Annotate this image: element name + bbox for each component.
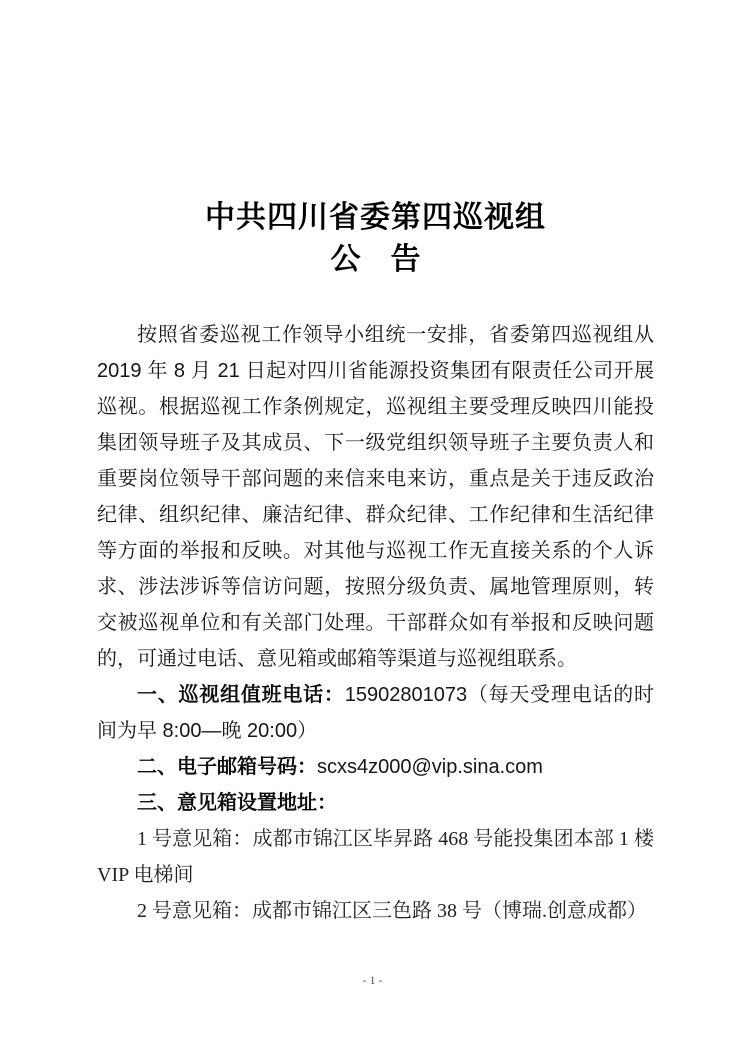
address-line-2: 2 号意见箱：成都市锦江区三色路 38 号（博瑞.创意成都） — [137, 900, 647, 922]
address-line-1: 1 号意见箱：成都市锦江区毕昇路 468 号能投集团本部 1 楼 VIP 电梯间 — [97, 828, 654, 886]
item-mailbox-heading-label: 三、意见箱设置地址： — [137, 792, 337, 814]
item-mailbox-heading — [97, 785, 654, 821]
item-email — [97, 749, 654, 785]
item-email-value: scxs4z000@vip.sina.com — [317, 756, 543, 778]
item-phone — [97, 677, 654, 749]
document-title: 中共四川省委第四巡视组 — [205, 201, 546, 234]
document-subtitle: 公 告 — [330, 243, 421, 276]
item-phone-value: 15902801073（每天受理电话的时间为早 8:00—晚 20:00） — [97, 684, 655, 742]
body-paragraph: 按照省委巡视工作领导小组统一安排，省委第四巡视组从 2019 年 8 月 21 日起对四川省能源投资集团有限责任公司开展巡视。根据巡视工作条例规定，巡视组主要受理反映四川能投集团领导班子及其成员、下一级党组织领导班子主要负责人和重要岗位领导干部问题的来信来电来访，重点是关于违反政治纪律、组织纪律、廉洁纪律、群众纪律、工作纪律和生活纪律等方面的举报和反映。对其他与巡视工作无直接关系的个人诉求、涉法涉诉等信访问题，按照分级负责、属地管理原则，转交被巡视单位和有关部门处理。干部群众如有举报和反映问题的，可通过电话、意见箱或邮箱等渠道与巡视组联系。 — [97, 324, 654, 670]
page-number: - 1 - — [362, 973, 383, 987]
item-email-label: 二、电子邮箱号码： — [137, 756, 317, 778]
document-content — [97, 0, 654, 929]
document-body — [97, 317, 654, 929]
item-phone-label: 一、巡视组值班电话： — [137, 684, 345, 706]
